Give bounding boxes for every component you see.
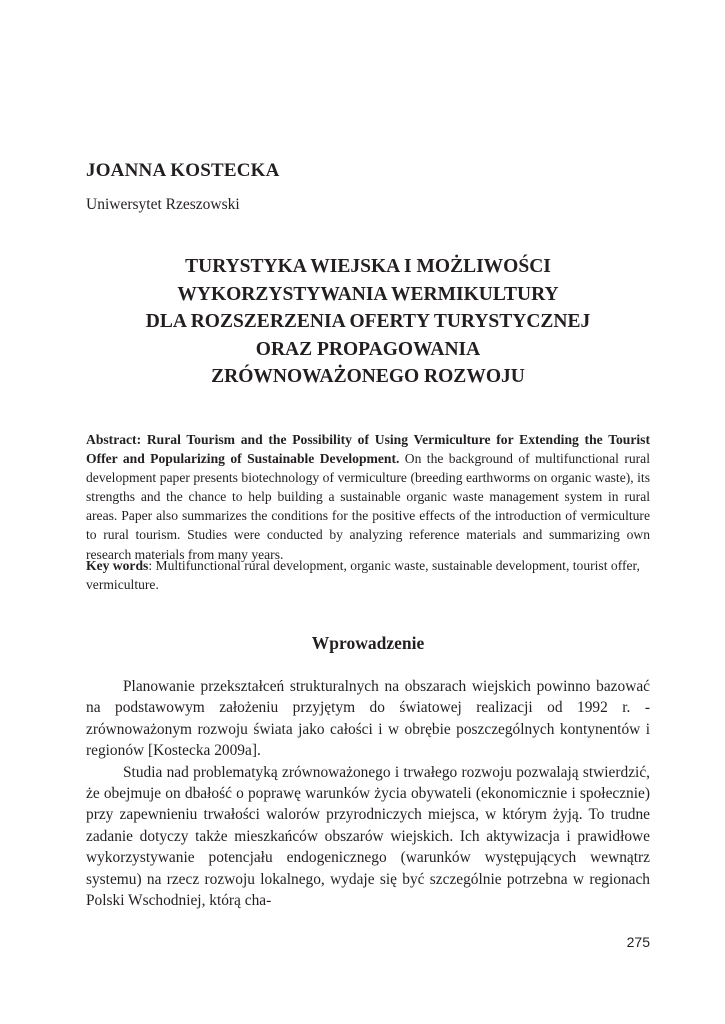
paragraph: Studia nad problematyką zrównoważonego i trwałego rozwoju pozwalają stwierdzić, że obejmuje on dbałość o poprawę warunków życia obywateli (ekonomicznie i społecznie) przy zapewnieniu trwałości walorów przyrodniczych miejsca, w którym żyją. To trudne zadanie dotyczy także mieszkańców obszarów wiejskich. Ich aktywizacja i prawidłowe wykorzystywanie potencjału endogenicznego (warunków występujących wewnątrz systemu) na rzecz rozwoju lokalnego, wydaje się być szczególnie potrzebna w regionach Polski Wschodniej, którą cha-: [86, 763, 650, 910]
title-line: TURYSTYKA WIEJSKA I MOŻLIWOŚCI: [185, 256, 551, 277]
abstract: [86, 430, 650, 564]
keywords: [86, 556, 650, 594]
keywords-text: : Multifunctional rural development, organic waste, sustainable development, tourist offer, vermiculture.: [86, 558, 640, 593]
author-affiliation: Uniwersytet Rzeszowski: [86, 196, 240, 213]
article-title: [86, 253, 650, 391]
section-heading: Wprowadzenie: [311, 633, 425, 653]
paragraph: Planowanie przekształceń strukturalnych na obszarach wiejskich powinno bazować na podstawowym założeniu przyjętym do światowej realizacji od 1992 r. - zrównoważonym rozwoju świata jako całości i w obrębie poszczególnych kontynentów i regionów [Kostecka 2009a].: [86, 678, 650, 760]
abstract-label: Abstract: Rural Tourism and the Possibility of Using Vermiculture for Extending the Tourist Offer and Popularizing of Sustainable Development.: [86, 432, 650, 467]
abstract-text: On the background of multifunctional rural development paper presents biotechnology of vermiculture (breeding earthworms on organic waste), its strengths and the chance to help building a sustainable organic waste management system in rural areas. Paper also summarizes the conditions for the positive effects of the introduction of vermiculture to rural tourism. Studies were conducted by analyzing reference materials and summarizing own research materials from many years.: [86, 451, 650, 562]
title-line: ZRÓWNOWAŻONEGO ROZWOJU: [211, 366, 525, 387]
title-line: WYKORZYSTYWANIA WERMIKULTURY: [177, 283, 559, 305]
keywords-label: Key words: [86, 558, 149, 573]
author-name: JOANNA KOSTECKA: [86, 160, 280, 181]
body-text: [86, 676, 650, 911]
title-line: DLA ROZSZERZENIA OFERTY TURYSTYCZNEJ: [145, 311, 591, 332]
title-line: ORAZ PROPAGOWANIA: [255, 338, 481, 360]
page-number: 275: [626, 934, 650, 950]
